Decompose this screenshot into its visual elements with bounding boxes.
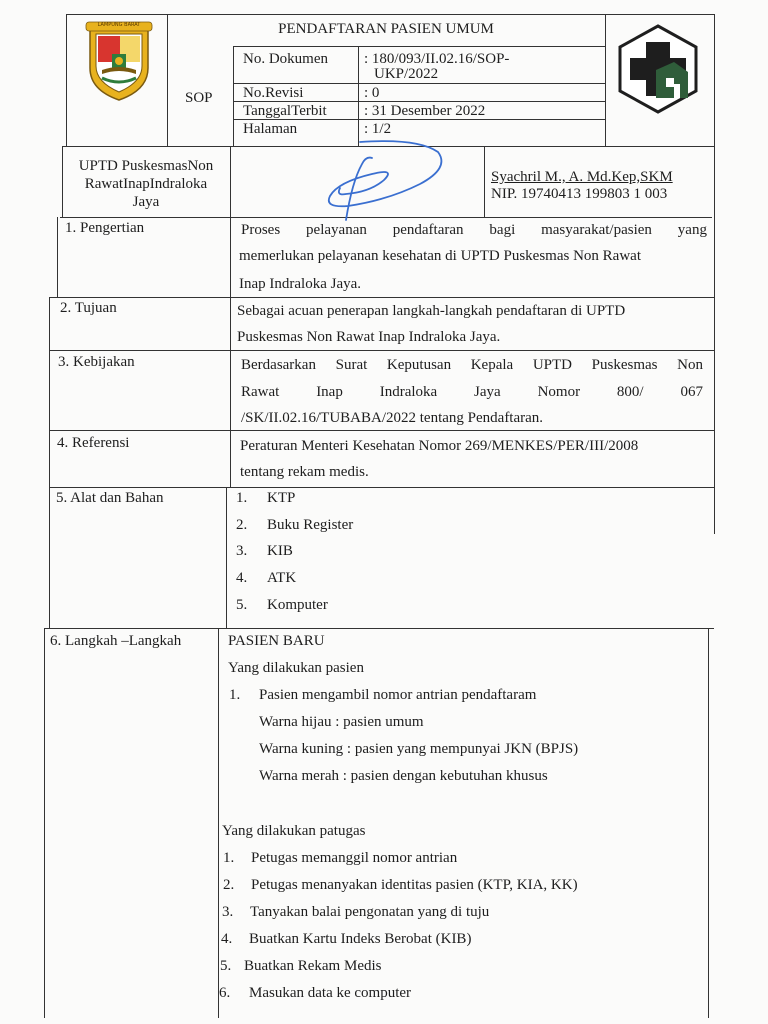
word: Proses [241, 222, 281, 238]
logo-ribbon-text: LAMPUNG BARAT [97, 22, 141, 28]
list-item [222, 903, 489, 921]
rule [66, 14, 67, 147]
word: Kepala [470, 357, 514, 373]
rule [49, 487, 714, 488]
list-item [236, 516, 353, 534]
rule [49, 350, 714, 351]
meta-value-no-dokumen-cont: UKP/2022 [374, 66, 439, 82]
section-label-pengertian: 1. Pengertian [65, 220, 145, 236]
kebijakan-line-1 [241, 356, 703, 374]
word: Indraloka [379, 384, 438, 400]
rule [605, 14, 606, 147]
rule [44, 628, 45, 1018]
word: Keputusan [386, 357, 452, 373]
list-text: Komputer [267, 597, 328, 613]
meta-label-no-revisi: No.Revisi [243, 85, 304, 101]
meta-value-no-dokumen: : 180/093/II.02.16/SOP- [364, 51, 510, 67]
meta-value-halaman: : 1/2 [364, 121, 392, 137]
list-item [236, 596, 328, 614]
word: 067 [680, 384, 703, 400]
word: Berdasarkan [241, 357, 316, 373]
word: Inap [316, 384, 343, 400]
word: 800/ [616, 384, 644, 400]
word: yang [677, 222, 707, 238]
meta-value-tanggal-terbit: : 31 Desember 2022 [364, 103, 486, 119]
list-number: 5. [236, 597, 248, 613]
rule [49, 297, 50, 628]
rule [708, 628, 709, 1018]
petugas-heading: Yang dilakukan patugas [222, 823, 366, 839]
list-item [236, 569, 296, 587]
rule [49, 430, 714, 431]
rule [233, 46, 605, 47]
list-number: 5. [220, 958, 232, 974]
regency-logo [82, 20, 156, 102]
meta-value-no-revisi: : 0 [364, 85, 380, 101]
section-label-alat-dan-bahan: 5. Alat dan Bahan [56, 490, 164, 506]
list-item [221, 930, 471, 948]
rule [218, 628, 219, 1018]
rule [230, 146, 231, 218]
signatory-name: Syachril M., A. Md.Kep,SKM [491, 169, 673, 185]
list-text: KTP [267, 490, 296, 506]
word: UPTD [532, 357, 573, 373]
list-number: 1. [229, 687, 241, 703]
meta-label-tanggal-terbit: TanggalTerbit [243, 103, 327, 119]
pasien-heading: Yang dilakukan pasien [228, 660, 364, 676]
list-text: KIB [267, 543, 293, 559]
pengertian-line-3: Inap Indraloka Jaya. [239, 276, 362, 292]
list-number: 1. [223, 850, 235, 866]
tujuan-line-2: Puskesmas Non Rawat Inap Indraloka Jaya. [237, 329, 501, 345]
sop-label: SOP [185, 90, 213, 106]
rule [230, 217, 231, 487]
rule [57, 217, 58, 297]
list-number: 2. [236, 517, 248, 533]
section-label-langkah: 6. Langkah –Langkah [50, 633, 182, 649]
warna-line-2: Warna kuning : pasien yang mempunyai JKN (BPJS) [259, 741, 579, 757]
referensi-line-2: tentang rekam medis. [240, 464, 369, 480]
org-name-line-1: UPTD PuskesmasNon [78, 158, 214, 174]
list-text: Pasien mengambil nomor antrian pendaftaram [259, 687, 537, 703]
org-name-line-2: RawatInapIndraloka [84, 176, 208, 192]
list-text: Buku Register [267, 517, 354, 533]
list-item [220, 957, 381, 975]
meta-label-halaman: Halaman [243, 121, 298, 137]
handwritten-signature [300, 134, 450, 224]
list-item [223, 849, 457, 867]
tujuan-line-1: Sebagai acuan penerapan langkah-langkah pendaftaran di UPTD [237, 303, 626, 319]
list-item [229, 686, 536, 704]
rule [484, 146, 485, 218]
list-text: Buatkan Rekam Medis [244, 958, 382, 974]
rule [714, 14, 715, 534]
list-text: Masukan data ke computer [249, 985, 412, 1001]
signatory-nip: NIP. 19740413 199803 1 003 [491, 186, 668, 202]
referensi-line-1: Peraturan Menteri Kesehatan Nomor 269/MENKES/PER/III/2008 [240, 438, 639, 454]
list-text: ATK [267, 570, 297, 586]
kebijakan-line-2 [241, 383, 703, 401]
section-label-tujuan: 2. Tujuan [60, 300, 117, 316]
warna-line-1: Warna hijau : pasien umum [259, 714, 424, 730]
pengertian-line-2: memerlukan pelayanan kesehatan di UPTD Puskesmas Non Rawat [239, 248, 641, 264]
list-number: 4. [221, 931, 233, 947]
list-item [236, 489, 295, 507]
rule [233, 46, 234, 147]
list-number: 1. [236, 490, 248, 506]
list-text: Buatkan Kartu Indeks Berobat (KIB) [249, 931, 472, 947]
word: masyarakat/pasien [541, 222, 652, 238]
puskesmas-logo [616, 24, 700, 114]
document-title: PENDAFTARAN PASIEN UMUM [278, 21, 494, 37]
word: Jaya [474, 384, 501, 400]
word: Non [677, 357, 703, 373]
list-text: Petugas menanyakan identitas pasien (KTP, KIA, KK) [251, 877, 578, 893]
list-number: 4. [236, 570, 248, 586]
word: pendaftaran [392, 222, 464, 238]
word: pelayanan [306, 222, 367, 238]
list-number: 3. [236, 543, 248, 559]
word: Surat [335, 357, 368, 373]
meta-label-no-dokumen: No. Dokumen [243, 51, 328, 67]
list-item [223, 876, 578, 894]
list-item [219, 984, 411, 1002]
kebijakan-line-3: /SK/II.02.16/TUBABA/2022 tentang Pendaftaran. [241, 410, 544, 426]
langkah-heading: PASIEN BARU [228, 633, 325, 649]
word: bagi [489, 222, 516, 238]
rule [44, 628, 714, 629]
list-number: 3. [222, 904, 234, 920]
word: Nomor [537, 384, 581, 400]
word: Puskesmas [591, 357, 658, 373]
warna-line-3: Warna merah : pasien dengan kebutuhan khusus [259, 768, 548, 784]
rule [66, 14, 714, 15]
list-text: Petugas memanggil nomor antrian [251, 850, 458, 866]
rule [226, 487, 227, 628]
list-text: Tanyakan balai pengonatan yang di tuju [250, 904, 490, 920]
section-label-referensi: 4. Referensi [57, 435, 130, 451]
section-label-kebijakan: 3. Kebijakan [58, 354, 135, 370]
list-item [236, 542, 293, 560]
pengertian-line-1 [241, 221, 707, 239]
rule [358, 46, 359, 147]
list-number: 2. [223, 877, 235, 893]
list-number: 6. [219, 985, 231, 1001]
word: Rawat [241, 384, 280, 400]
rule [49, 297, 714, 298]
org-name-line-3: Jaya [132, 194, 160, 210]
